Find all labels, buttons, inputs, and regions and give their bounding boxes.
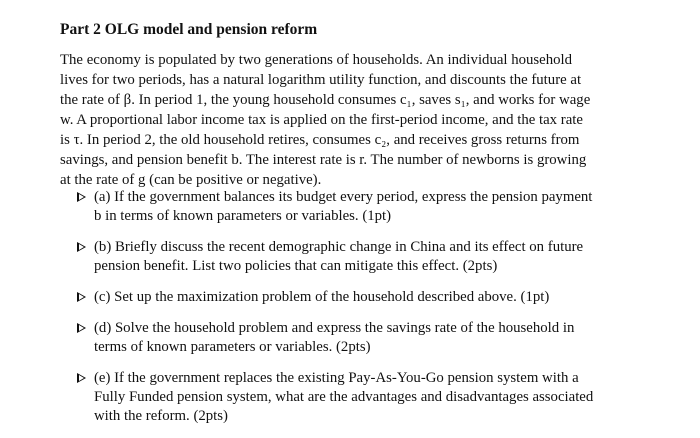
question-line: with the reform. (2pts) xyxy=(94,408,228,424)
section-title: Part 2 OLG model and pension reform xyxy=(60,21,318,38)
triangle-bullet-icon xyxy=(77,192,86,202)
intro-line: savings, and pension benefit b. The interest rate is r. The number of newborns is growing xyxy=(60,152,587,168)
intro-line: The economy is populated by two generations of households. An individual household xyxy=(60,52,573,68)
question-line: b in terms of known parameters or variables. (1pt) xyxy=(94,208,392,224)
question-line: terms of known parameters or variables. (2pts) xyxy=(94,339,371,355)
question-line: (b) Briefly discuss the recent demographic change in China and its effect on future xyxy=(94,239,584,255)
question-e xyxy=(77,369,637,426)
question-c xyxy=(77,288,637,307)
question-line: (d) Solve the household problem and express the savings rate of the household in xyxy=(94,320,575,336)
intro-line: the rate of β. In period 1, the young household consumes c₁, saves s₁, and works for wage xyxy=(60,92,591,108)
question-line: (e) If the government replaces the existing Pay-As-You-Go pension system with a xyxy=(94,370,579,386)
triangle-bullet-icon xyxy=(77,373,86,383)
triangle-bullet-icon xyxy=(77,242,86,252)
triangle-bullet-icon xyxy=(77,292,86,302)
intro-line: is τ. In period 2, the old household retires, consumes c₂, and receives gross returns from xyxy=(60,132,580,148)
question-d xyxy=(77,319,637,357)
question-b xyxy=(77,238,637,276)
intro-paragraph xyxy=(60,50,628,190)
intro-line: at the rate of g (can be positive or negative). xyxy=(60,172,322,188)
question-list xyxy=(77,188,637,438)
question-line: (a) If the government balances its budget every period, express the pension payment xyxy=(94,189,593,205)
triangle-bullet-icon xyxy=(77,323,86,333)
question-a xyxy=(77,188,637,226)
intro-line: lives for two periods, has a natural logarithm utility function, and discounts the future at xyxy=(60,72,582,88)
intro-line: w. A proportional labor income tax is applied on the first-period income, and the tax rate xyxy=(60,112,583,128)
question-line: Fully Funded pension system, what are the advantages and disadvantages associated xyxy=(94,389,594,405)
question-line: (c) Set up the maximization problem of the household described above. (1pt) xyxy=(94,289,550,305)
question-line: pension benefit. List two policies that can mitigate this effect. (2pts) xyxy=(94,258,498,274)
